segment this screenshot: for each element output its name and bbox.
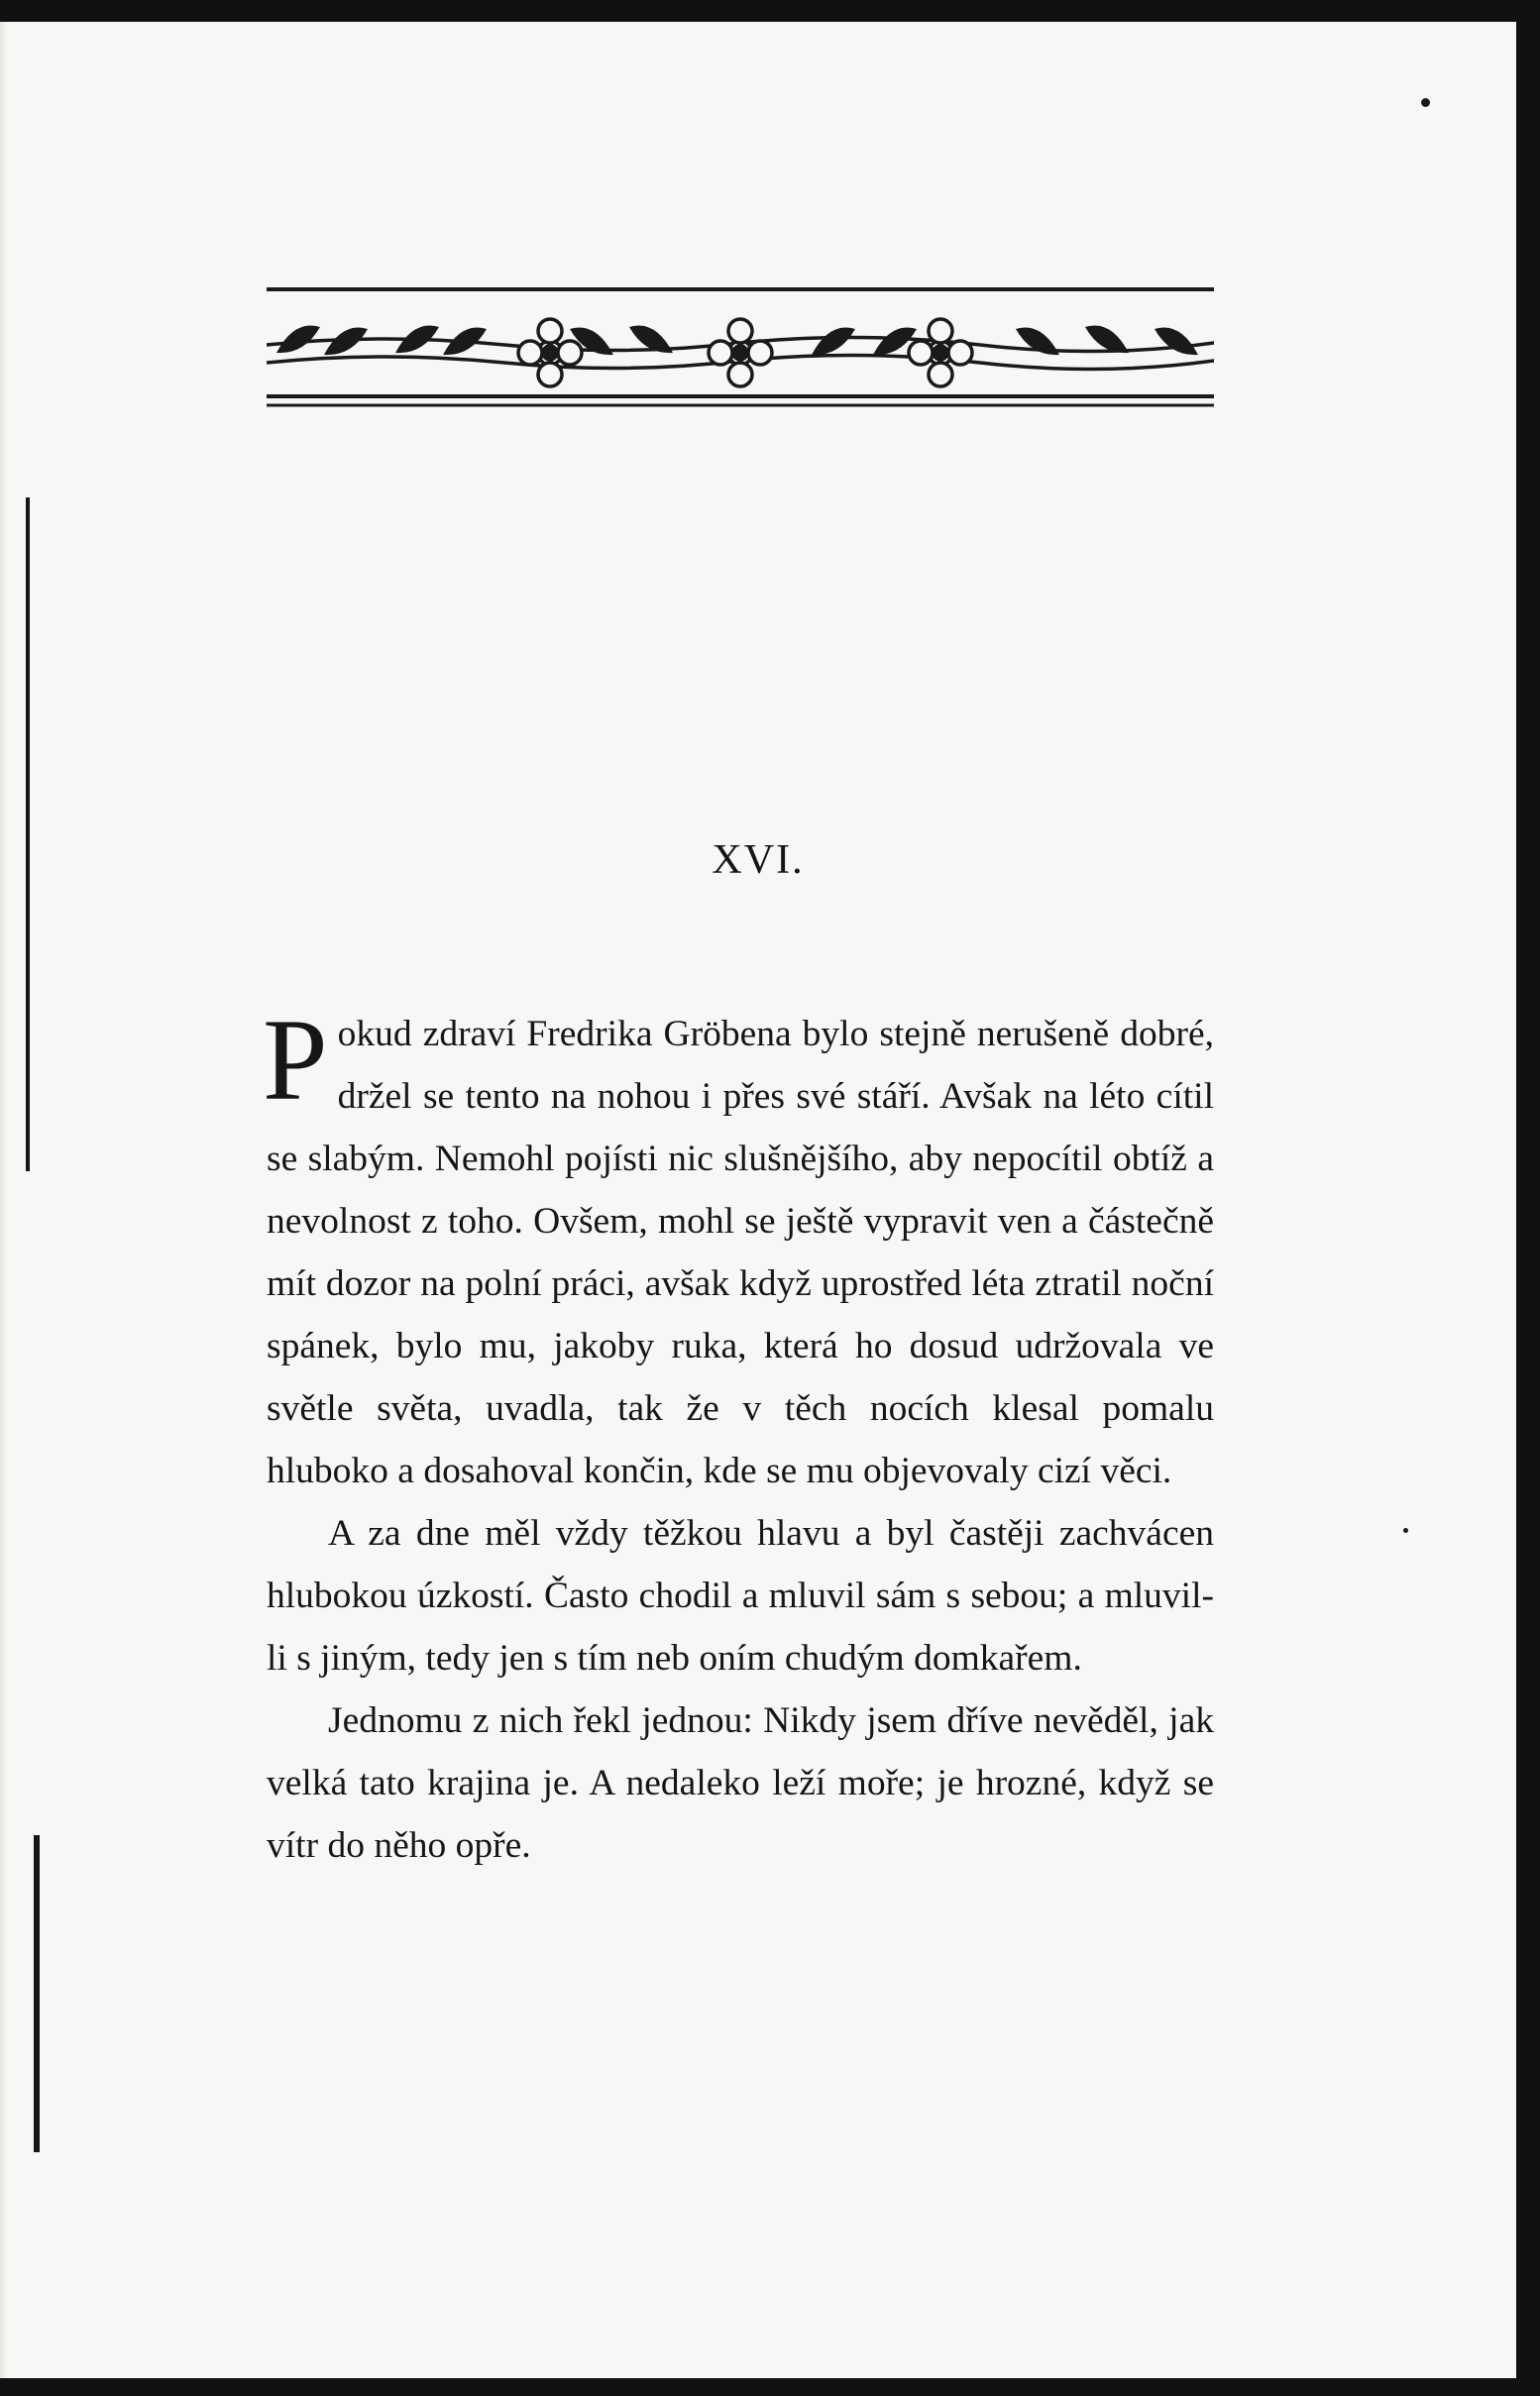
paragraph-text: okud zdraví Fredrika Gröbena bylo stejně nerušeně dobré, držel se tento na nohou i přes své stáří. Avšak na léto cítil se slabým. Nemohl pojísti nic slušnějšího, aby nepocítil obtíž a nevolnost z toho. Ovšem, mohl se ještě vypravit ven a částečně mít dozor na polní práci, avšak když uprostřed léta ztratil noční spánek, bylo mu, jakoby ruka, která ho dosud udržovala ve světle světa, uvadla, tak že v těch nocích klesal pomalu hluboko a dosahoval končin, kde se mu objevovaly cizí věci. [267,1014,1214,1491]
stray-dot [1403,1528,1408,1533]
binding-mark [34,1835,40,2152]
drop-cap: P [263,995,328,1125]
paragraph [263,995,1214,1502]
body-text [263,995,1214,1877]
stray-dot [1421,98,1430,107]
book-page [0,22,1516,2378]
paragraph-text: Jednomu z nich řekl jednou: Nikdy jsem dříve nevěděl, jak velká tato krajina je. A nedaleko leží moře; je hrozné, když se vítr do něho opře. [267,1700,1214,1866]
floral-vine-border-icon [267,285,1214,414]
chapter-number: XVI. [712,837,805,883]
ornament-header [267,285,1214,414]
page-gutter [0,22,8,2378]
paragraph-text: A za dne měl vždy těžkou hlavu a byl častěji zachvácen hlubokou úzkostí. Často chodil a mluvil sám s sebou; a mluvil-li s jiným, tedy jen s tím neb oním chudým domkařem. [267,1513,1214,1679]
paragraph [267,1502,1214,1689]
binding-mark [26,497,30,1171]
paragraph [267,1689,1214,1877]
